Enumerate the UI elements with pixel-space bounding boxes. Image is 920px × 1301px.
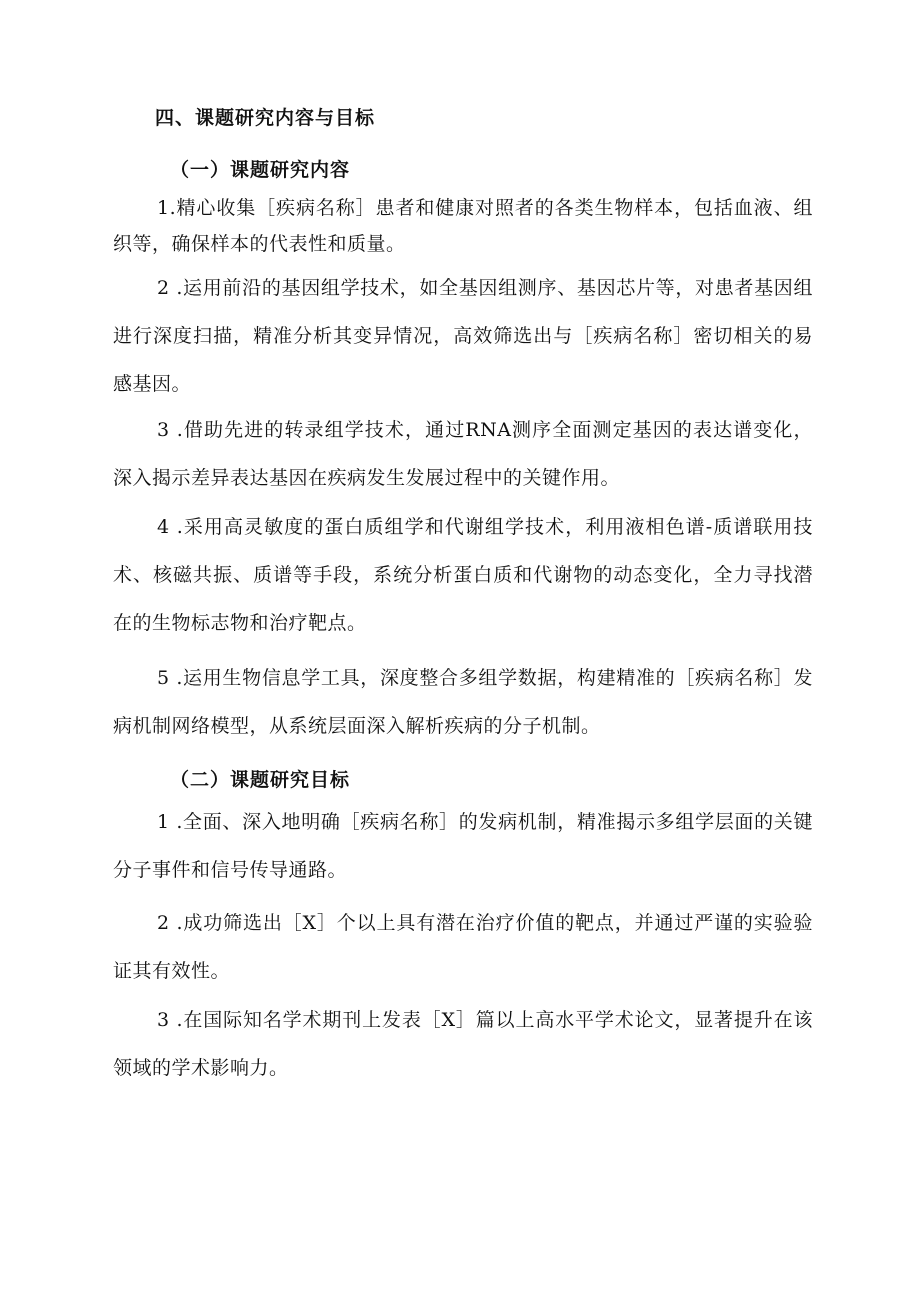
goal-item-2: 2 .成功筛选出［X］个以上具有潜在治疗价值的靶点，并通过严谨的实验验证其有效性。 — [113, 912, 813, 982]
content-heading: （一）课题研究内容 — [170, 159, 351, 181]
content-item-4: 4 .采用高灵敏度的蛋白质组学和代谢组学技术，利用液相色谱-质谱联用技术、核磁共振、质谱等手段，系统分析蛋白质和代谢物的动态变化，全力寻找潜在的生物标志物和治疗靶点。 — [113, 516, 813, 634]
goal-item-1: 1 .全面、深入地明确［疾病名称］的发病机制，精准揭示多组学层面的关键分子事件和信号传导通路。 — [113, 811, 813, 881]
content-item-3: 3 .借助先进的转录组学技术，通过RNA测序全面测定基因的表达谱变化，深入揭示差异表达基因在疾病发生发展过程中的关键作用。 — [113, 419, 813, 489]
content-item-2: 2 .运用前沿的基因组学技术，如全基因组测序、基因芯片等，对患者基因组进行深度扫描，精准分析其变异情况，高效筛选出与［疾病名称］密切相关的易感基因。 — [113, 277, 813, 395]
content-item-1: 1.精心收集［疾病名称］患者和健康对照者的各类生物样本，包括血液、组织等，确保样本的代表性和质量。 — [113, 197, 813, 255]
goal-item-3: 3 .在国际知名学术期刊上发表［X］篇以上高水平学术论文，显著提升在该领域的学术影响力。 — [113, 1009, 813, 1079]
section-title: 四、课题研究内容与目标 — [155, 107, 376, 129]
content-item-5: 5 .运用生物信息学工具，深度整合多组学数据，构建精准的［疾病名称］发病机制网络模型，从系统层面深入解析疾病的分子机制。 — [113, 667, 813, 737]
goals-heading: （二）课题研究目标 — [170, 769, 351, 791]
